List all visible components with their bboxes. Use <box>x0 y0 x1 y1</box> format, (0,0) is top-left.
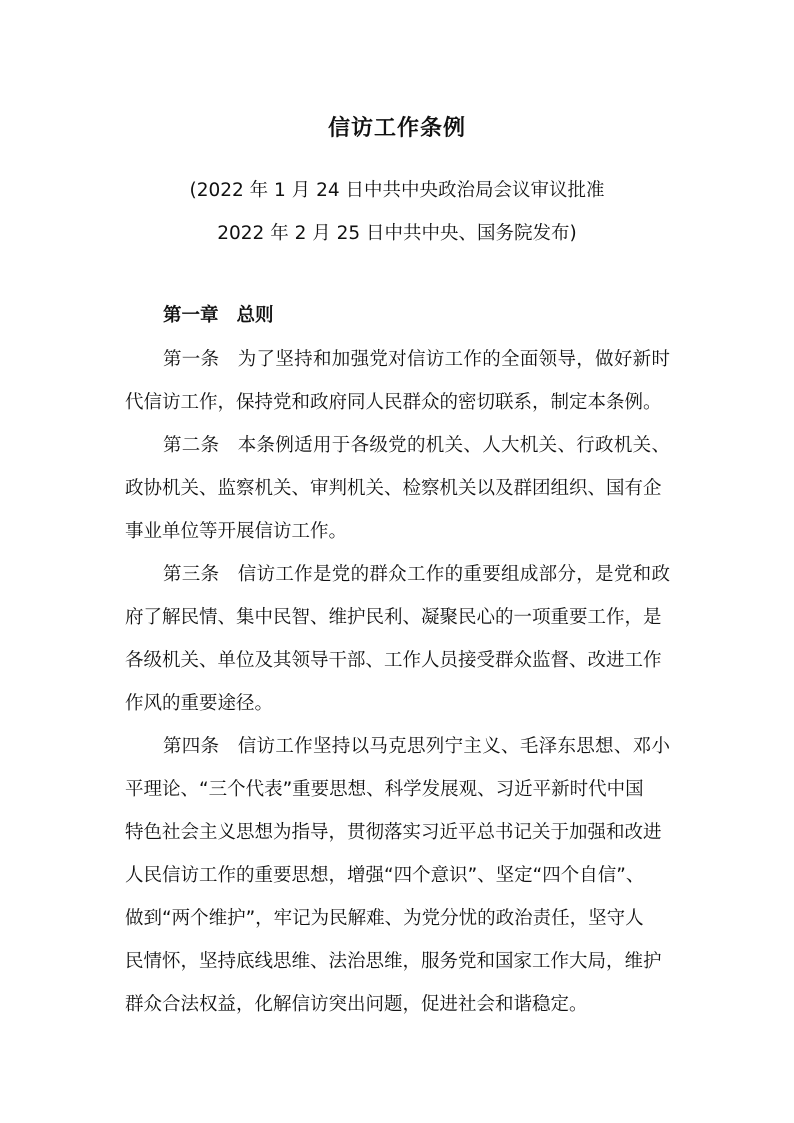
article-3-line-4: 作风的重要途径。 <box>125 693 274 714</box>
subtitle-approval-line: (2022 年 1 月 24 日中共中央政治局会议审议批准 <box>189 180 605 201</box>
article-2-line-3: 事业单位等开展信访工作。 <box>125 521 348 542</box>
article-4-line-6: 民情怀，坚持底线思维、法治思维，服务党和国家工作大局，维护 <box>125 951 662 972</box>
article-4-line-1 <box>163 732 670 758</box>
article-4-text: 信访工作坚持以马克思列宁主义、毛泽东思想、邓小 <box>237 736 670 757</box>
chapter-number: 第一章 <box>163 305 219 326</box>
article-3-line-1 <box>163 560 670 586</box>
article-1-line-1 <box>163 345 670 371</box>
article-4-line-2: 平理论、“三个代表”重要思想、科学发展观、习近平新时代中国 <box>125 779 644 800</box>
article-2-line-2: 政协机关、监察机关、审判机关、检察机关以及群团组织、国有企 <box>125 478 662 499</box>
article-3-label: 第三条 <box>163 564 220 585</box>
chapter-name: 总则 <box>236 305 274 326</box>
article-3-text: 信访工作是党的群众工作的重要组成部分，是党和政 <box>237 564 670 585</box>
article-4-line-4: 人民信访工作的重要思想，增强“四个意识”、坚定“四个自信”、 <box>125 865 645 886</box>
article-4-line-5: 做到“两个维护”，牢记为民解难、为党分忧的政治责任，坚守人 <box>125 908 644 929</box>
article-1-text: 为了坚持和加强党对信访工作的全面领导，做好新时 <box>237 349 670 370</box>
article-2-line-1 <box>163 431 670 457</box>
article-4-label: 第四条 <box>163 736 220 757</box>
article-1-line-2: 代信访工作，保持党和政府同人民群众的密切联系，制定本条例。 <box>125 392 662 413</box>
article-2-text: 本条例适用于各级党的机关、人大机关、行政机关、 <box>237 435 670 456</box>
article-3-line-3: 各级机关、单位及其领导干部、工作人员接受群众监督、改进工作 <box>125 650 662 671</box>
article-4-line-3: 特色社会主义思想为指导，贯彻落实习近平总书记关于加强和改进 <box>125 822 662 843</box>
article-2-label: 第二条 <box>163 435 220 456</box>
article-1-label: 第一条 <box>163 349 220 370</box>
article-3-line-2: 府了解民情、集中民智、维护民利、凝聚民心的一项重要工作，是 <box>125 607 662 628</box>
chapter-heading <box>163 301 274 327</box>
article-4-line-7: 群众合法权益，化解信访突出问题，促进社会和谐稳定。 <box>125 994 588 1015</box>
subtitle-release-line: 2022 年 2 月 25 日中共中央、国务院发布) <box>217 223 577 244</box>
document-title: 信访工作条例 <box>327 116 466 141</box>
